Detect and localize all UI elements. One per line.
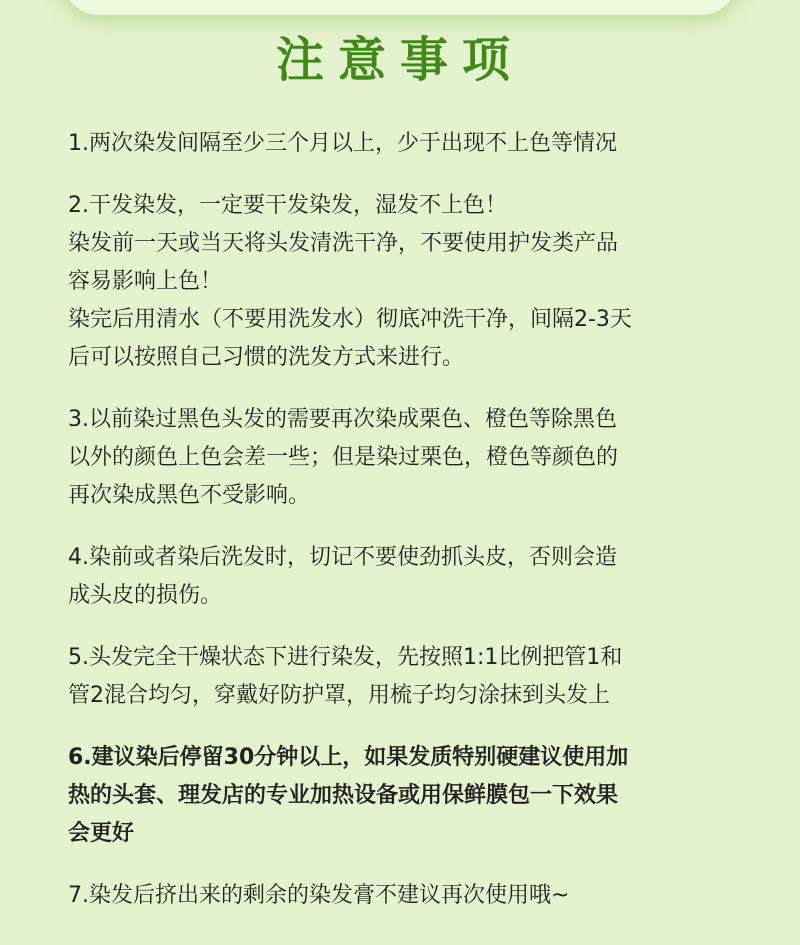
top-decoration [60, 0, 740, 15]
note-line: 成头皮的损伤。 [68, 583, 223, 608]
note-line: 7.染发后挤出来的剩余的染发膏不建议再次使用哦~ [68, 883, 570, 908]
note-line: 4.染前或者染后洗发时，切记不要使劲抓头皮，否则会造 [68, 545, 617, 570]
note-line: 染完后用清水（不要用洗发水）彻底冲洗干净，间隔2-3天 [68, 307, 632, 332]
note-line: 以外的颜色上色会差一些；但是染过栗色，橙色等颜色的 [68, 445, 619, 470]
note-line: 管2混合均匀，穿戴好防护罩，用梳子均匀涂抹到头发上 [68, 683, 610, 708]
note-line: 5.头发完全干燥状态下进行染发，先按照1:1比例把管1和 [68, 645, 623, 670]
note-line: 3.以前染过黑色头发的需要再次染成栗色、橙色等除黑色 [68, 407, 617, 432]
note-item-5 [68, 639, 748, 715]
note-item-6 [68, 739, 748, 853]
note-item-3 [68, 401, 748, 515]
note-line: 染发前一天或当天将头发清洗干净，不要使用护发类产品 [68, 231, 619, 256]
note-line: 6.建议染后停留30分钟以上，如果发质特别硬建议使用加 [68, 745, 629, 770]
note-line: 2.干发染发，一定要干发染发，湿发不上色！ [68, 193, 507, 218]
note-line: 再次染成黑色不受影响。 [68, 483, 311, 508]
page-title: 注意事项 [275, 32, 524, 88]
note-line: 容易影响上色！ [68, 269, 223, 294]
note-line: 后可以按照自己习惯的洗发方式来进行。 [68, 345, 465, 370]
note-line: 热的头套、理发店的专业加热设备或用保鲜膜包一下效果 [68, 783, 619, 808]
note-item-4 [68, 539, 748, 615]
note-item-7 [68, 877, 748, 915]
notes-list [68, 125, 748, 939]
note-line: 会更好 [68, 821, 135, 846]
note-line: 1.两次染发间隔至少三个月以上，少于出现不上色等情况 [68, 131, 617, 156]
note-item-2 [68, 187, 748, 377]
note-item-1 [68, 125, 748, 163]
